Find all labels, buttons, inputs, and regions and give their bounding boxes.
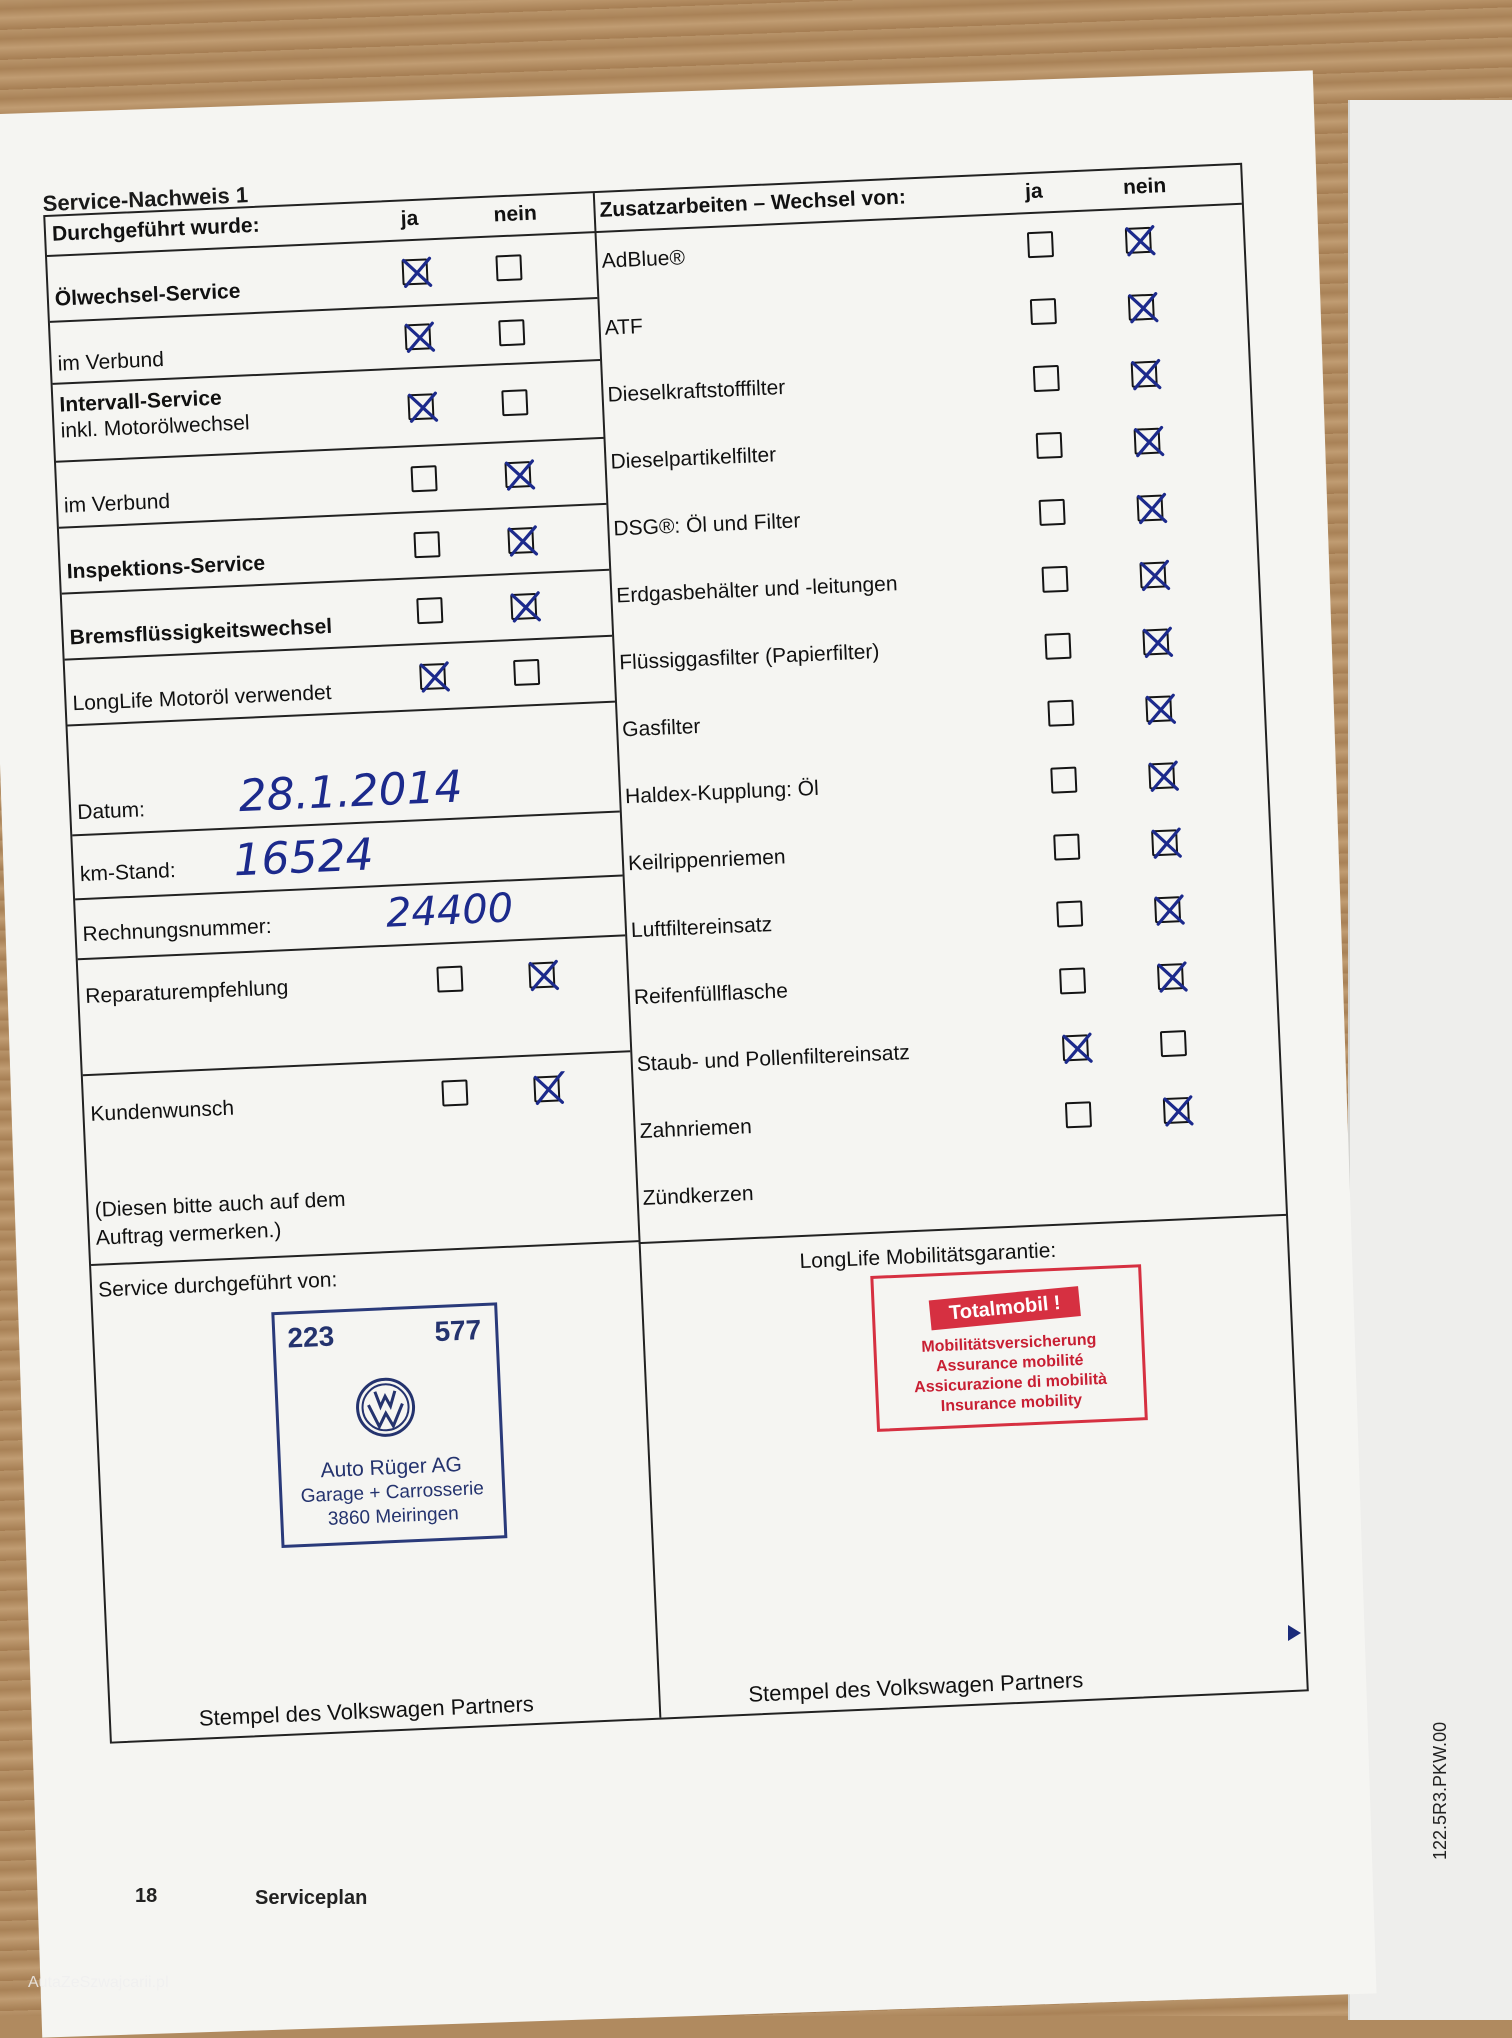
cross-icon [399,254,435,291]
extra-work-label: Zündkerzen [642,1182,754,1210]
left-row-label: Inspektions-Service [66,551,266,584]
totalmobil-stamp [870,1264,1148,1432]
left-header-label: Durchgeführt wurde: [51,213,261,246]
extra-work-nein-checkbox[interactable] [1137,495,1164,522]
left-row-label: LongLife Motoröl verwendet [72,680,332,716]
extra-work-ja-checkbox[interactable] [1027,231,1054,258]
extra-work-nein-checkbox[interactable] [1145,695,1172,722]
extra-work-label: Staub- und Pollenfiltereinsatz [636,1041,911,1077]
extra-work-label: DSG®: Öl und Filter [612,509,801,541]
totalmobil-brand: Totalmobil ! [929,1286,1081,1330]
cross-icon [1126,289,1162,326]
watermark: AutaZeSzwajcarii.pl [28,1974,169,1991]
cross-icon [405,389,441,426]
cross-icon [1152,892,1188,929]
stamp-line-2: Garage + Carrosserie [300,1478,485,1508]
extra-work-ja-checkbox[interactable] [1030,298,1057,325]
right-header-ja: ja [1024,179,1044,204]
extra-work-ja-checkbox[interactable] [1065,1101,1092,1128]
extra-work-ja-checkbox[interactable] [1033,365,1060,392]
stamp-number-left: 223 [286,1320,335,1354]
sheet-title: Service-Nachweis 1 [42,182,249,217]
extra-work-label: Keilrippenriemen [627,845,787,876]
cross-icon [502,457,538,494]
cross-icon [1146,758,1182,795]
left-row-ja-checkbox[interactable] [419,663,446,690]
extra-work-ja-checkbox[interactable] [1053,834,1080,861]
rechnung-value: 24400 [385,885,515,937]
left-header-nein: nein [493,201,538,227]
extra-work-ja-checkbox[interactable] [1062,1034,1089,1061]
extra-work-nein-checkbox[interactable] [1148,762,1175,789]
cross-icon [1140,624,1176,661]
cross-icon [1143,691,1179,728]
extra-work-nein-checkbox[interactable] [1139,561,1166,588]
service-by-label: Service durchgeführt von: [97,1268,338,1302]
extra-work-label: Luftfiltereinsatz [630,912,773,943]
cross-icon [1131,423,1167,460]
reparatur-ja-checkbox[interactable] [436,966,463,993]
left-row-ja-checkbox[interactable] [404,323,431,350]
extra-work-label: Haldex-Kupplung: Öl [624,776,820,809]
extra-work-label: Flüssiggasfilter (Papierfilter) [618,640,880,675]
left-row-ja-checkbox[interactable] [407,393,434,420]
kundenwunsch-ja-checkbox[interactable] [441,1079,468,1106]
totalmobil-line-4: Insurance mobility [940,1391,1083,1416]
extra-work-ja-checkbox[interactable] [1047,700,1074,727]
left-row-label: im Verbund [57,347,165,376]
right-header-nein: nein [1122,174,1167,199]
stamp-line-3: 3860 Meiringen [327,1503,460,1530]
stamp-line-1: Auto Rüger AG [320,1453,463,1483]
extra-work-nein-checkbox[interactable] [1160,1030,1187,1057]
extra-work-label: Erdgasbehälter und -leitungen [615,572,898,608]
cross-icon [1149,825,1185,862]
rechnung-label: Rechnungsnummer: [82,914,273,947]
booklet-page [0,70,1377,2037]
cross-icon [526,957,562,994]
note-line-2: Auftrag vermerken.) [95,1218,282,1250]
left-row-ja-checkbox[interactable] [402,258,429,285]
km-value: 16524 [232,829,375,887]
kundenwunsch-row [83,1052,639,1266]
extra-work-ja-checkbox[interactable] [1056,900,1083,927]
cross-icon [1123,223,1159,260]
footer-left-caption: Stempel des Volkswagen Partners [198,1691,535,1731]
datum-label: Datum: [76,798,146,825]
page-number: 18 [135,1885,158,1907]
cross-icon [505,523,541,560]
extra-work-nein-checkbox[interactable] [1134,428,1161,455]
totalmobil-line-2: Assurance mobilité [935,1351,1084,1376]
left-row-nein-checkbox[interactable] [498,319,525,346]
kundenwunsch-nein-checkbox[interactable] [533,1075,560,1102]
left-row-nein-checkbox[interactable] [501,389,528,416]
right-header-label: Zusatzarbeiten – Wechsel von: [599,185,907,222]
extra-work-ja-checkbox[interactable] [1050,767,1077,794]
extra-work-label: AdBlue® [601,246,686,273]
left-row-nein-checkbox[interactable] [513,659,540,686]
side-code: 122.5R3.PKW.00 [1430,1721,1450,1860]
extra-work-nein-checkbox[interactable] [1151,829,1178,856]
cross-icon [508,589,544,626]
cross-icon [531,1071,567,1108]
vw-logo-icon [353,1375,418,1440]
extra-work-nein-checkbox[interactable] [1125,227,1152,254]
extra-work-nein-checkbox[interactable] [1154,896,1181,923]
left-row-ja-checkbox[interactable] [413,531,440,558]
cross-icon [1137,557,1173,594]
left-header-ja: ja [400,206,419,231]
left-row-nein-checkbox[interactable] [510,593,537,620]
datum-value: 28.1.2014 [237,761,464,823]
left-row-ja-checkbox[interactable] [411,465,438,492]
form-table [43,163,1309,1744]
cross-icon [1161,1093,1197,1130]
stamp-number-right: 577 [433,1314,482,1348]
left-row-label: im Verbund [63,489,171,518]
extra-work-label: Reifenfüllflasche [633,979,789,1010]
left-row-nein-checkbox[interactable] [495,254,522,281]
extra-work-nein-checkbox[interactable] [1128,294,1155,321]
service-form [41,117,1356,1909]
extra-work-nein-checkbox[interactable] [1163,1097,1190,1124]
cross-icon [1060,1030,1096,1067]
extra-work-label: ATF [604,315,644,340]
left-row-nein-checkbox[interactable] [504,461,531,488]
extra-work-nein-checkbox[interactable] [1157,963,1184,990]
extra-work-nein-checkbox[interactable] [1131,361,1158,388]
cross-icon [402,319,438,356]
vw-partner-stamp [271,1302,507,1548]
left-row-label: Bremsflüssigkeitswechsel [69,614,333,650]
left-row-ja-checkbox[interactable] [416,597,443,624]
extra-work-ja-checkbox[interactable] [1036,432,1063,459]
extra-work-label: Dieselpartikelfilter [610,443,777,474]
extra-work-label: Dieselkraftstofffilter [607,375,786,407]
extra-work-ja-checkbox[interactable] [1042,566,1069,593]
reparatur-nein-checkbox[interactable] [528,962,555,989]
left-row-label: Intervall-Service [59,386,223,417]
km-label: km-Stand: [79,858,177,887]
page-section: Serviceplan [255,1887,368,1909]
cross-icon [1155,959,1191,996]
cross-icon [1134,490,1170,527]
totalmobil-line-1: Mobilitätsversicherung [920,1331,1097,1356]
footer-right-caption: Stempel des Volkswagen Partners [747,1667,1084,1707]
cross-icon [417,659,453,696]
extra-work-ja-checkbox[interactable] [1044,633,1071,660]
left-row-label: Ölwechsel-Service [54,279,241,311]
cross-icon [1128,356,1164,393]
extra-work-label: Gasfilter [621,714,701,742]
mobility-label: LongLife Mobilitätsgarantie: [799,1238,1057,1274]
extra-work-ja-checkbox[interactable] [1059,967,1086,994]
extra-work-ja-checkbox[interactable] [1039,499,1066,526]
left-row-sublabel: inkl. Motorölwechsel [60,411,251,443]
reparatur-label: Reparaturempfehlung [84,976,289,1009]
extra-work-label: Zahnriemen [639,1115,753,1143]
note-line-1: (Diesen bitte auch auf dem [94,1187,346,1222]
kundenwunsch-label: Kundenwunsch [89,1096,235,1126]
continue-arrow-icon [1288,1625,1301,1641]
left-row-nein-checkbox[interactable] [507,527,534,554]
right-column [593,165,1307,1718]
extra-work-nein-checkbox[interactable] [1142,628,1169,655]
totalmobil-line-3: Assicurazione di mobilità [913,1370,1108,1397]
